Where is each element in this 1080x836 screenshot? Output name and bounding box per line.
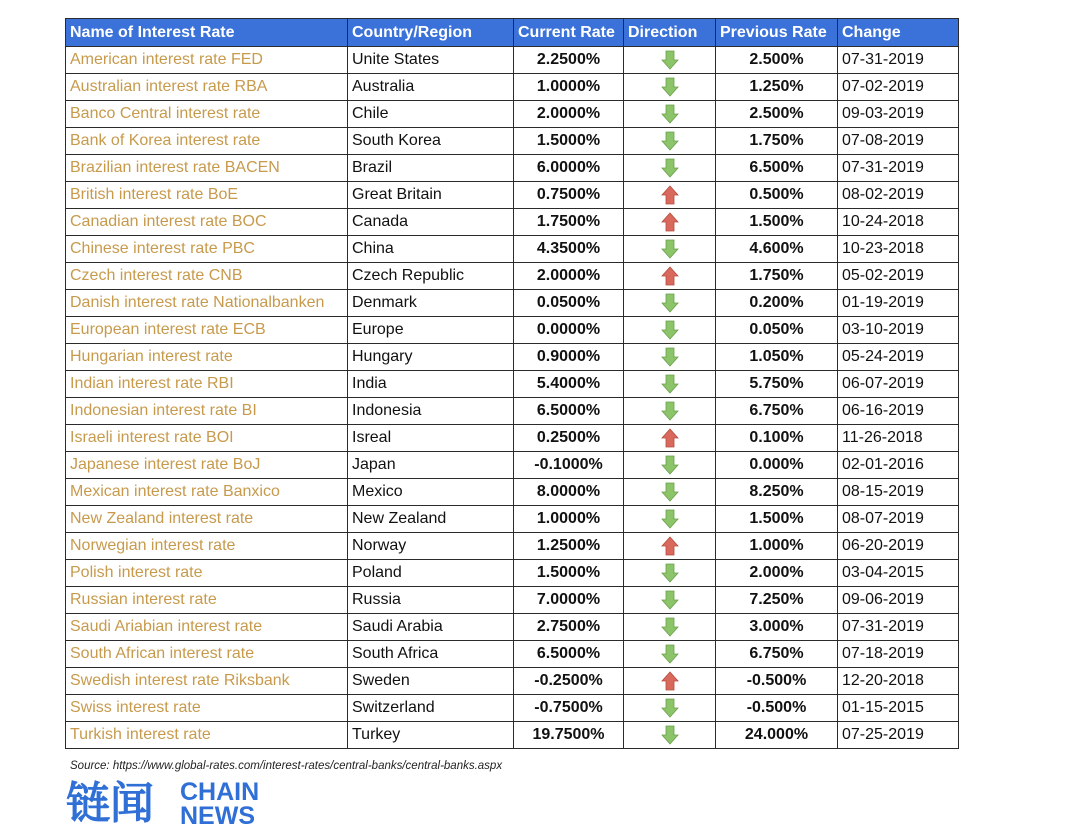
column-header-previous-rate: Previous Rate — [716, 19, 838, 47]
cell-direction — [624, 695, 716, 722]
column-header-country: Country/Region — [348, 19, 514, 47]
cell-previous-rate: 1.000% — [716, 533, 838, 560]
cell-previous-rate: 2.500% — [716, 47, 838, 74]
table-row — [66, 506, 959, 533]
cell-direction — [624, 506, 716, 533]
source-citation: Source: https://www.global-rates.com/interest-rates/central-banks/central-banks.aspx — [70, 760, 503, 772]
cell-direction — [624, 425, 716, 452]
table-row — [66, 290, 959, 317]
cell-current-rate: 1.5000% — [514, 128, 624, 155]
cell-rate-name: Banco Central interest rate — [66, 101, 348, 128]
cell-current-rate: 0.7500% — [514, 182, 624, 209]
column-header-direction: Direction — [624, 19, 716, 47]
table-row — [66, 236, 959, 263]
cell-rate-name: Hungarian interest rate — [66, 344, 348, 371]
cell-country: Hungary — [348, 344, 514, 371]
cell-rate-name: Chinese interest rate PBC — [66, 236, 348, 263]
cell-change-date: 05-24-2019 — [838, 344, 959, 371]
arrow-up-icon — [661, 428, 679, 448]
cell-previous-rate: 4.600% — [716, 236, 838, 263]
cell-previous-rate: 1.250% — [716, 74, 838, 101]
cell-current-rate: 0.9000% — [514, 344, 624, 371]
arrow-down-icon — [661, 293, 679, 313]
cell-country: Unite States — [348, 47, 514, 74]
cell-current-rate: 1.2500% — [514, 533, 624, 560]
table-row — [66, 263, 959, 290]
cell-current-rate: 5.4000% — [514, 371, 624, 398]
cell-direction — [624, 290, 716, 317]
cell-country: South Korea — [348, 128, 514, 155]
cell-previous-rate: -0.500% — [716, 668, 838, 695]
arrow-up-icon — [661, 266, 679, 286]
table-row — [66, 128, 959, 155]
logo-word-chain: CHAIN — [180, 778, 260, 806]
cell-current-rate: -0.2500% — [514, 668, 624, 695]
cell-direction — [624, 641, 716, 668]
cell-change-date: 08-02-2019 — [838, 182, 959, 209]
cell-change-date: 10-24-2018 — [838, 209, 959, 236]
cell-current-rate: 2.0000% — [514, 263, 624, 290]
table-header-row — [66, 19, 959, 47]
cell-previous-rate: 6.500% — [716, 155, 838, 182]
cell-rate-name: Brazilian interest rate BACEN — [66, 155, 348, 182]
table-row — [66, 317, 959, 344]
arrow-down-icon — [661, 158, 679, 178]
cell-change-date: 09-06-2019 — [838, 587, 959, 614]
arrow-up-icon — [661, 185, 679, 205]
cell-current-rate: 6.5000% — [514, 398, 624, 425]
cell-change-date: 07-18-2019 — [838, 641, 959, 668]
cell-current-rate: 19.7500% — [514, 722, 624, 749]
cell-change-date: 12-20-2018 — [838, 668, 959, 695]
cell-change-date: 01-15-2015 — [838, 695, 959, 722]
cell-current-rate: 2.2500% — [514, 47, 624, 74]
cell-rate-name: Czech interest rate CNB — [66, 263, 348, 290]
cell-change-date: 05-02-2019 — [838, 263, 959, 290]
cell-country: India — [348, 371, 514, 398]
cell-rate-name: Indian interest rate RBI — [66, 371, 348, 398]
arrow-down-icon — [661, 644, 679, 664]
cell-current-rate: 1.7500% — [514, 209, 624, 236]
cell-country: Brazil — [348, 155, 514, 182]
table-row — [66, 641, 959, 668]
cell-change-date: 03-10-2019 — [838, 317, 959, 344]
cell-country: China — [348, 236, 514, 263]
cell-country: Mexico — [348, 479, 514, 506]
cell-previous-rate: 0.000% — [716, 452, 838, 479]
cell-change-date: 01-19-2019 — [838, 290, 959, 317]
cell-country: Great Britain — [348, 182, 514, 209]
cell-previous-rate: 0.100% — [716, 425, 838, 452]
cell-previous-rate: 0.050% — [716, 317, 838, 344]
table-row — [66, 452, 959, 479]
cell-direction — [624, 47, 716, 74]
arrow-down-icon — [661, 401, 679, 421]
arrow-down-icon — [661, 50, 679, 70]
cell-previous-rate: 1.750% — [716, 263, 838, 290]
cell-change-date: 02-01-2016 — [838, 452, 959, 479]
cell-current-rate: -0.7500% — [514, 695, 624, 722]
arrow-down-icon — [661, 320, 679, 340]
arrow-up-icon — [661, 671, 679, 691]
cell-direction — [624, 182, 716, 209]
cell-previous-rate: 5.750% — [716, 371, 838, 398]
cell-current-rate: 2.7500% — [514, 614, 624, 641]
cell-country: Indonesia — [348, 398, 514, 425]
cell-previous-rate: 24.000% — [716, 722, 838, 749]
cell-direction — [624, 371, 716, 398]
cell-direction — [624, 74, 716, 101]
cell-rate-name: Australian interest rate RBA — [66, 74, 348, 101]
arrow-down-icon — [661, 77, 679, 97]
cell-current-rate: 6.5000% — [514, 641, 624, 668]
arrow-down-icon — [661, 509, 679, 529]
cell-country: New Zealand — [348, 506, 514, 533]
cell-current-rate: 6.0000% — [514, 155, 624, 182]
cell-current-rate: 1.0000% — [514, 506, 624, 533]
cell-change-date: 06-07-2019 — [838, 371, 959, 398]
arrow-down-icon — [661, 455, 679, 475]
cell-change-date: 07-25-2019 — [838, 722, 959, 749]
cell-previous-rate: 2.000% — [716, 560, 838, 587]
cell-rate-name: South African interest rate — [66, 641, 348, 668]
cell-previous-rate: 0.500% — [716, 182, 838, 209]
cell-current-rate: 0.0000% — [514, 317, 624, 344]
cell-direction — [624, 668, 716, 695]
table-row — [66, 209, 959, 236]
cell-rate-name: Canadian interest rate BOC — [66, 209, 348, 236]
table-row — [66, 398, 959, 425]
arrow-up-icon — [661, 536, 679, 556]
cell-change-date: 08-15-2019 — [838, 479, 959, 506]
cell-current-rate: -0.1000% — [514, 452, 624, 479]
cell-direction — [624, 452, 716, 479]
cell-change-date: 07-31-2019 — [838, 47, 959, 74]
cell-country: Turkey — [348, 722, 514, 749]
cell-change-date: 06-20-2019 — [838, 533, 959, 560]
cell-direction — [624, 209, 716, 236]
cell-direction — [624, 317, 716, 344]
cell-change-date: 08-07-2019 — [838, 506, 959, 533]
cell-country: Europe — [348, 317, 514, 344]
cell-change-date: 07-08-2019 — [838, 128, 959, 155]
cell-direction — [624, 722, 716, 749]
table-row — [66, 101, 959, 128]
cell-rate-name: Saudi Ariabian interest rate — [66, 614, 348, 641]
cell-current-rate: 0.0500% — [514, 290, 624, 317]
cell-country: Denmark — [348, 290, 514, 317]
arrow-down-icon — [661, 590, 679, 610]
cell-previous-rate: 8.250% — [716, 479, 838, 506]
cell-direction — [624, 263, 716, 290]
cell-country: Australia — [348, 74, 514, 101]
cell-rate-name: Turkish interest rate — [66, 722, 348, 749]
cell-direction — [624, 479, 716, 506]
cell-direction — [624, 236, 716, 263]
cell-previous-rate: 1.500% — [716, 506, 838, 533]
cell-current-rate: 1.5000% — [514, 560, 624, 587]
arrow-down-icon — [661, 104, 679, 124]
table-row — [66, 614, 959, 641]
cell-country: Poland — [348, 560, 514, 587]
arrow-down-icon — [661, 563, 679, 583]
cell-country: Isreal — [348, 425, 514, 452]
logo-chinese-text: 链闻 — [66, 778, 154, 829]
cell-country: Canada — [348, 209, 514, 236]
cell-current-rate: 1.0000% — [514, 74, 624, 101]
arrow-down-icon — [661, 131, 679, 151]
table-row — [66, 587, 959, 614]
cell-country: Switzerland — [348, 695, 514, 722]
cell-direction — [624, 398, 716, 425]
cell-rate-name: Japanese interest rate BoJ — [66, 452, 348, 479]
table-row — [66, 668, 959, 695]
table-row — [66, 344, 959, 371]
cell-rate-name: Mexican interest rate Banxico — [66, 479, 348, 506]
arrow-up-icon — [661, 212, 679, 232]
cell-previous-rate: 0.200% — [716, 290, 838, 317]
cell-direction — [624, 344, 716, 371]
table-body — [66, 47, 959, 749]
table-row — [66, 722, 959, 749]
cell-change-date: 10-23-2018 — [838, 236, 959, 263]
cell-change-date: 07-02-2019 — [838, 74, 959, 101]
cell-direction — [624, 101, 716, 128]
cell-rate-name: Bank of Korea interest rate — [66, 128, 348, 155]
cell-rate-name: Israeli interest rate BOI — [66, 425, 348, 452]
cell-change-date: 07-31-2019 — [838, 614, 959, 641]
column-header-change: Change — [838, 19, 959, 47]
arrow-down-icon — [661, 374, 679, 394]
table-row — [66, 47, 959, 74]
cell-direction — [624, 614, 716, 641]
cell-change-date: 09-03-2019 — [838, 101, 959, 128]
arrow-down-icon — [661, 347, 679, 367]
cell-rate-name: Swedish interest rate Riksbank — [66, 668, 348, 695]
cell-country: Sweden — [348, 668, 514, 695]
cell-direction — [624, 587, 716, 614]
cell-country: Norway — [348, 533, 514, 560]
cell-previous-rate: 2.500% — [716, 101, 838, 128]
table-row — [66, 695, 959, 722]
cell-change-date: 11-26-2018 — [838, 425, 959, 452]
cell-current-rate: 7.0000% — [514, 587, 624, 614]
cell-previous-rate: -0.500% — [716, 695, 838, 722]
arrow-down-icon — [661, 617, 679, 637]
cell-rate-name: Polish interest rate — [66, 560, 348, 587]
table-row — [66, 182, 959, 209]
cell-previous-rate: 7.250% — [716, 587, 838, 614]
table-row — [66, 479, 959, 506]
cell-direction — [624, 128, 716, 155]
arrow-down-icon — [661, 239, 679, 259]
cell-rate-name: Danish interest rate Nationalbanken — [66, 290, 348, 317]
cell-rate-name: European interest rate ECB — [66, 317, 348, 344]
cell-country: Russia — [348, 587, 514, 614]
cell-current-rate: 8.0000% — [514, 479, 624, 506]
cell-country: Chile — [348, 101, 514, 128]
interest-rate-table — [65, 18, 959, 749]
column-header-current-rate: Current Rate — [514, 19, 624, 47]
table-row — [66, 533, 959, 560]
cell-change-date: 03-04-2015 — [838, 560, 959, 587]
column-header-name: Name of Interest Rate — [66, 19, 348, 47]
cell-current-rate: 2.0000% — [514, 101, 624, 128]
cell-direction — [624, 560, 716, 587]
cell-current-rate: 0.2500% — [514, 425, 624, 452]
cell-previous-rate: 3.000% — [716, 614, 838, 641]
cell-rate-name: Swiss interest rate — [66, 695, 348, 722]
arrow-down-icon — [661, 725, 679, 745]
table-row — [66, 371, 959, 398]
cell-previous-rate: 1.500% — [716, 209, 838, 236]
cell-change-date: 06-16-2019 — [838, 398, 959, 425]
cell-rate-name: British interest rate BoE — [66, 182, 348, 209]
cell-country: Saudi Arabia — [348, 614, 514, 641]
table-row — [66, 74, 959, 101]
cell-country: South Africa — [348, 641, 514, 668]
cell-country: Czech Republic — [348, 263, 514, 290]
cell-rate-name: Russian interest rate — [66, 587, 348, 614]
cell-rate-name: American interest rate FED — [66, 47, 348, 74]
arrow-down-icon — [661, 482, 679, 502]
cell-rate-name: New Zealand interest rate — [66, 506, 348, 533]
cell-previous-rate: 1.750% — [716, 128, 838, 155]
cell-rate-name: Norwegian interest rate — [66, 533, 348, 560]
cell-rate-name: Indonesian interest rate BI — [66, 398, 348, 425]
cell-direction — [624, 155, 716, 182]
cell-previous-rate: 6.750% — [716, 641, 838, 668]
logo-word-news: NEWS — [180, 802, 255, 830]
cell-change-date: 07-31-2019 — [838, 155, 959, 182]
cell-direction — [624, 533, 716, 560]
logo-english-text — [180, 780, 259, 828]
table-row — [66, 560, 959, 587]
cell-previous-rate: 1.050% — [716, 344, 838, 371]
cell-current-rate: 4.3500% — [514, 236, 624, 263]
arrow-down-icon — [661, 698, 679, 718]
table-row — [66, 155, 959, 182]
cell-country: Japan — [348, 452, 514, 479]
table-row — [66, 425, 959, 452]
cell-previous-rate: 6.750% — [716, 398, 838, 425]
